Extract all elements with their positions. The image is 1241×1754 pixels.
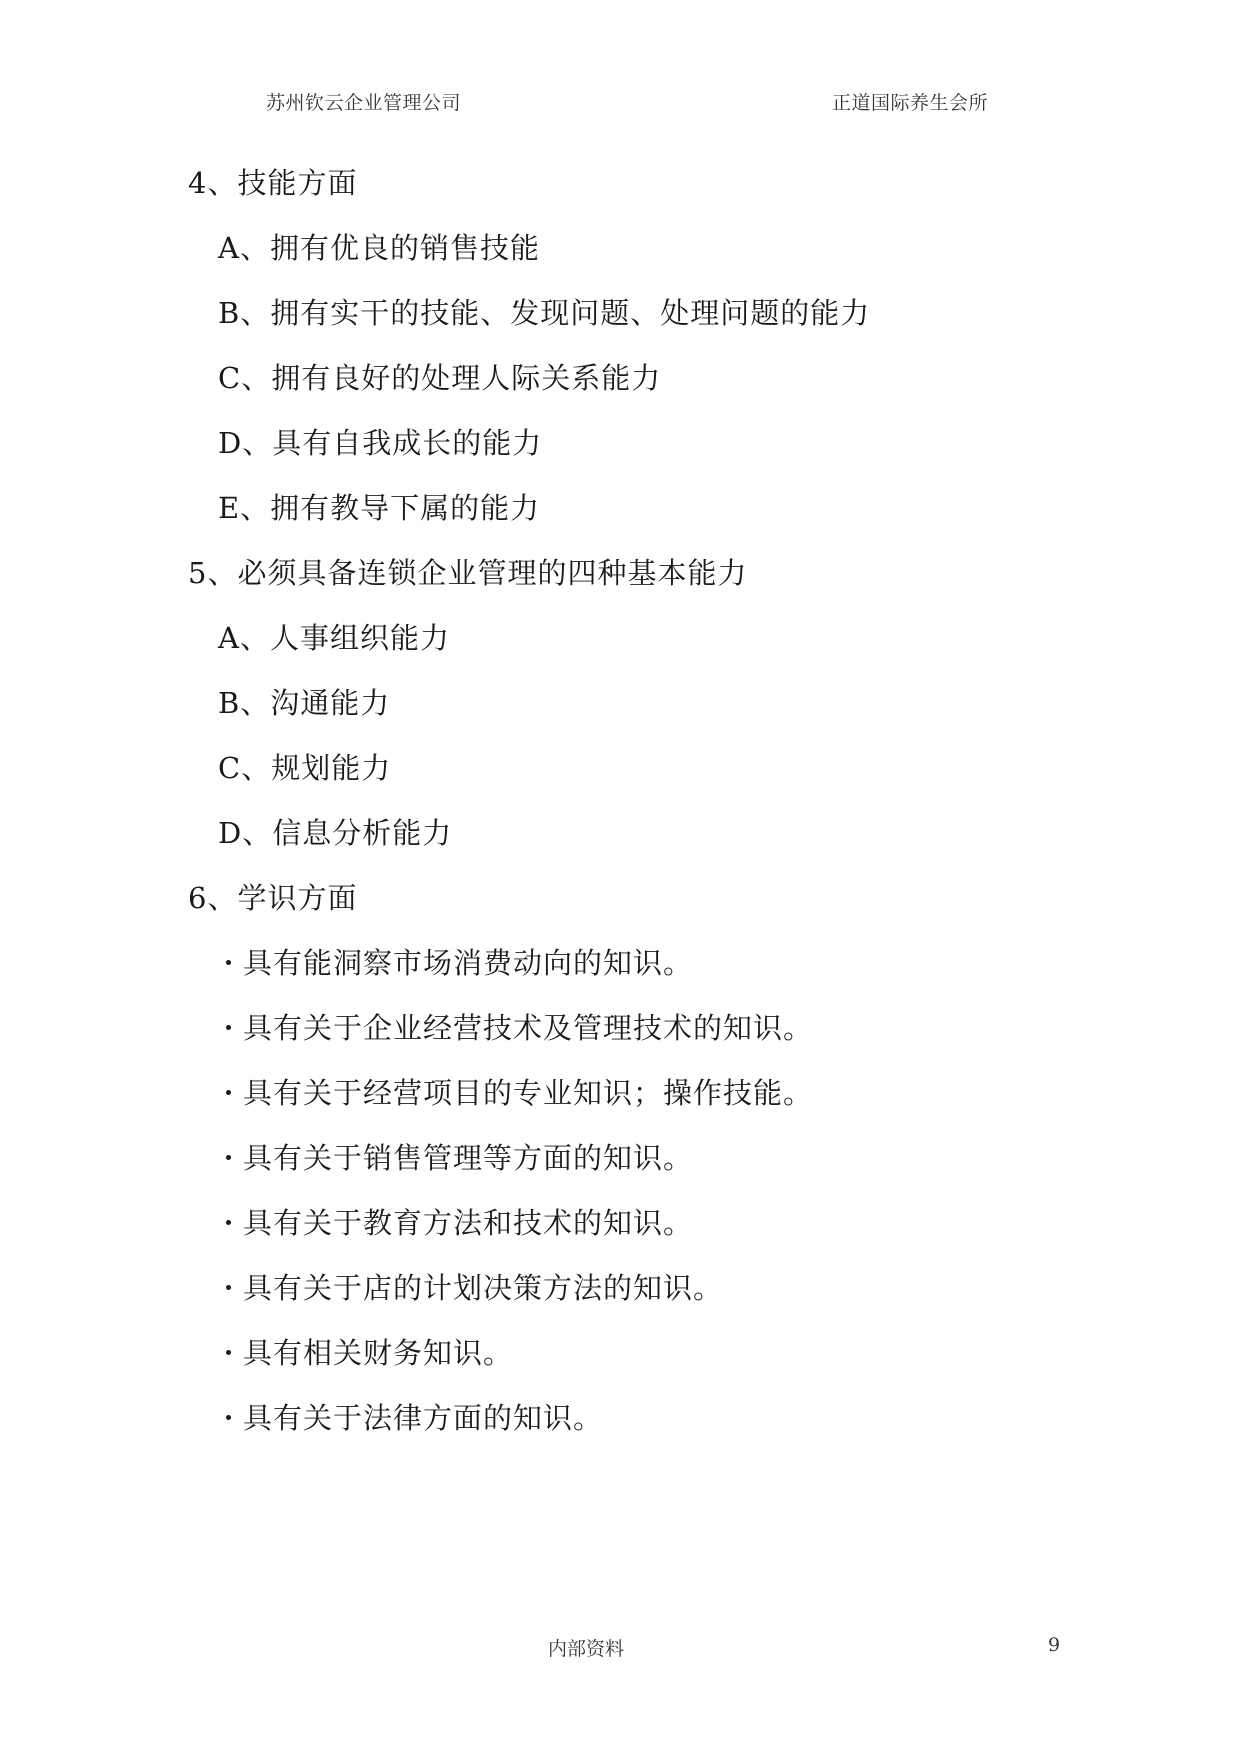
bullet-icon: [226, 960, 231, 965]
section-6-title: 6、学识方面: [188, 881, 358, 915]
bullet-icon: [226, 1220, 231, 1225]
section-5-item-d: D、信息分析能力: [218, 816, 453, 850]
section-4-item-b: B、拥有实干的技能、发现问题、处理问题的能力: [218, 296, 871, 330]
section-5-item-c: C、规划能力: [218, 751, 392, 785]
bullet-text: 具有关于经营项目的专业知识；操作技能。: [243, 1076, 814, 1110]
section-6-bullet: [226, 1400, 603, 1436]
section-6-bullet: [226, 1010, 813, 1046]
bullet-text: 具有关于企业经营技术及管理技术的知识。: [243, 1011, 814, 1045]
section-6-bullet: [226, 945, 693, 981]
bullet-text: 具有关于教育方法和技术的知识。: [243, 1206, 694, 1240]
page-number: 9: [1048, 1634, 1061, 1656]
bullet-icon: [226, 1155, 231, 1160]
bullet-icon: [226, 1350, 231, 1355]
bullet-text: 具有关于店的计划决策方法的知识。: [243, 1271, 724, 1305]
footer-label: 内部资料: [548, 1638, 625, 1660]
section-5-title: 5、必须具备连锁企业管理的四种基本能力: [188, 556, 748, 590]
section-6-bullet: [226, 1270, 723, 1306]
section-4-title: 4、技能方面: [188, 166, 358, 200]
section-5-item-b: B、沟通能力: [218, 686, 391, 720]
bullet-icon: [226, 1415, 231, 1420]
header-company: 苏州钦云企业管理公司: [266, 92, 462, 114]
bullet-text: 具有能洞察市场消费动向的知识。: [243, 946, 694, 980]
section-5-item-a: A、人事组织能力: [218, 621, 450, 655]
section-4-item-c: C、拥有良好的处理人际关系能力: [218, 361, 662, 395]
section-6-bullet: [226, 1140, 693, 1176]
bullet-icon: [226, 1090, 231, 1095]
bullet-text: 具有关于销售管理等方面的知识。: [243, 1141, 694, 1175]
bullet-text: 具有关于法律方面的知识。: [243, 1401, 604, 1435]
section-4-item-e: E、拥有教导下属的能力: [218, 491, 541, 525]
section-6-bullet: [226, 1075, 813, 1111]
bullet-text: 具有相关财务知识。: [243, 1336, 514, 1370]
header-club: 正道国际养生会所: [832, 92, 989, 114]
section-6-bullet: [226, 1335, 513, 1371]
bullet-icon: [226, 1025, 231, 1030]
section-4-item-d: D、具有自我成长的能力: [218, 426, 543, 460]
bullet-icon: [226, 1285, 231, 1290]
section-4-item-a: A、拥有优良的销售技能: [218, 231, 540, 265]
section-6-bullet: [226, 1205, 693, 1241]
